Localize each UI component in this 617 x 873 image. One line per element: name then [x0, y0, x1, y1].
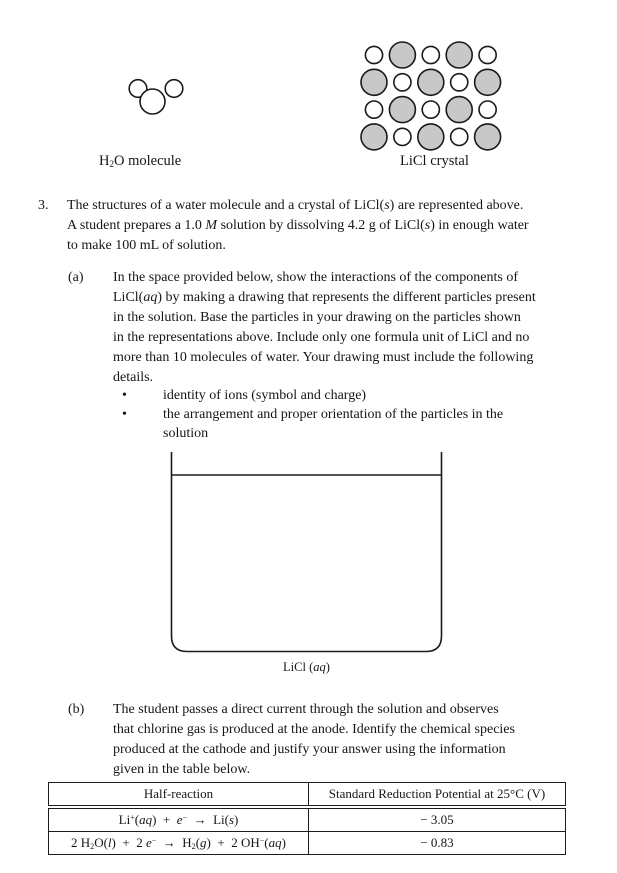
h2o-molecule-label: $H_2O$ molecule	[99, 153, 182, 170]
bullet-item	[122, 405, 562, 443]
potential-cell: − 3.05	[309, 807, 566, 832]
table-header-row	[49, 783, 566, 808]
half-reaction-cell: 2 $H_2O(l) + 2$ $e^- \to H_2(g) + 2$ OH−(aq)	[49, 832, 309, 855]
table-row	[49, 807, 566, 832]
question-number: 3.	[38, 198, 49, 213]
question-text: The structures of a water molecule and a crystal of LiCl(s) are represented above. A student prepares a 1.0 M solution by dissolving 4.2 g of LiCl(s) in enough water to make 100 mL of solution.	[67, 198, 529, 253]
bullet-text: the arrangement and proper orientation of the particles in the solution	[163, 407, 504, 441]
half-reaction-cell: Li+(aq) + e− → Li(s)	[49, 807, 309, 832]
bullet-icon: •	[122, 407, 127, 422]
licl-crystal-figure	[358, 38, 504, 154]
half-reaction-header: Half-reaction	[49, 783, 309, 808]
h2o-molecule-icon	[124, 78, 188, 118]
h2o-molecule-figure	[124, 78, 188, 118]
bullet-text: identity of ions (symbol and charge)	[163, 388, 367, 403]
part-b-text: The student passes a direct current through the solution and observes that chlorine gas is produced at the anode. Identify the chemical species produced at the cathode and justify your answer using the information given in the table below.	[113, 702, 515, 777]
table-row	[49, 832, 566, 855]
beaker-icon	[170, 452, 443, 654]
beaker-drawing-area	[170, 452, 443, 654]
reduction-potential-table	[48, 782, 566, 855]
licl-crystal-icon	[358, 38, 504, 154]
bullet-icon: •	[122, 388, 127, 403]
part-a-label: (a)	[68, 270, 84, 285]
part-a-text: In the space provided below, show the interactions of the components of LiCl(aq) by making a drawing that represents the different particles present in the solution. Base the particles in your drawing on the particles shown in the representations above. Include only one formula unit of LiCl and no more than 10 molecules of water. Your drawing must include the following details.	[113, 270, 536, 385]
part-a-bullet-list	[122, 386, 562, 443]
bullet-item	[122, 386, 562, 405]
beaker-label: LiCl (aq)	[283, 660, 330, 674]
potential-cell: − 0.83	[309, 832, 566, 855]
licl-crystal-label: LiCl crystal	[400, 153, 469, 169]
potential-header: Standard Reduction Potential at 25°C (V)	[309, 783, 566, 808]
part-b-label: (b)	[68, 702, 85, 717]
